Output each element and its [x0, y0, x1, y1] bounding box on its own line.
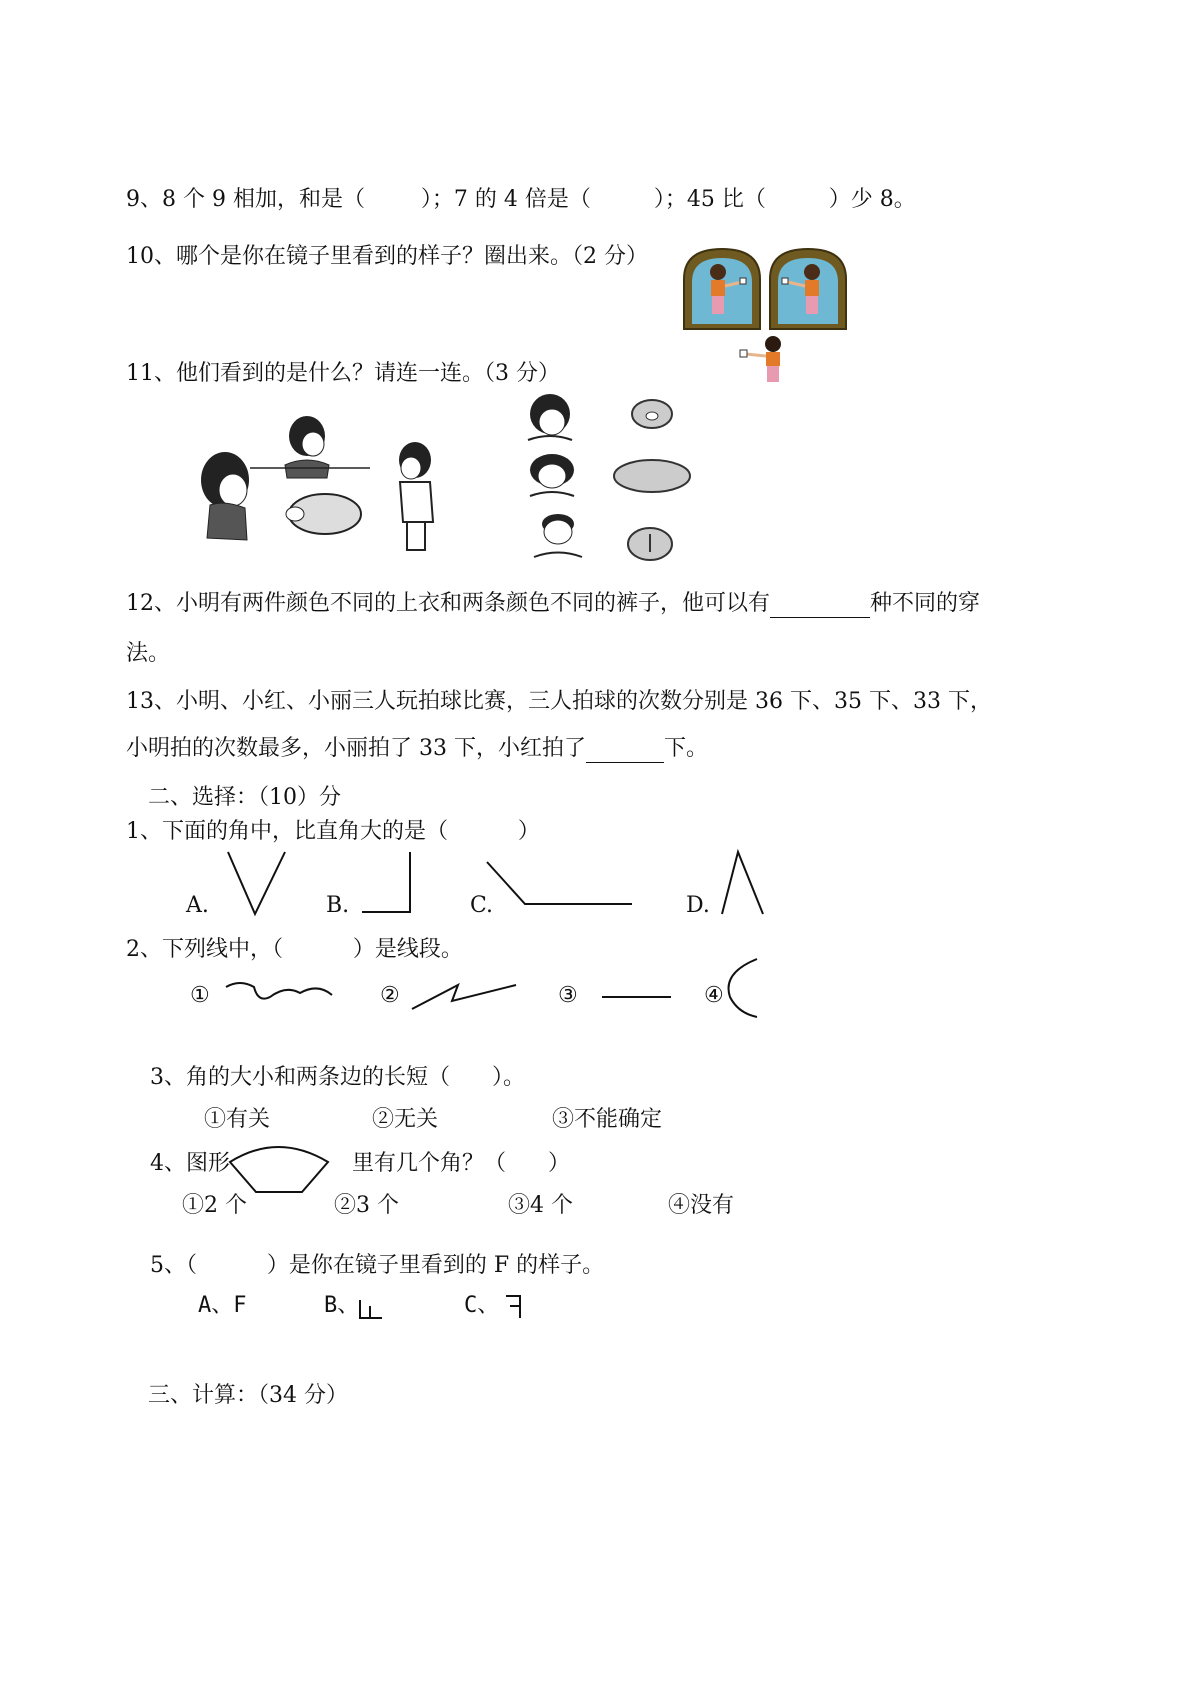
- question-9: 9、8 个 9 相加，和是（ ）；7 的 4 倍是（ ）；45 比（ ）少 8。: [126, 187, 916, 212]
- f-rotated-glyph: [356, 1298, 386, 1322]
- question-10: 10、哪个是你在镜子里看到的样子？圈出来。（2 分）: [126, 244, 648, 269]
- option-4: ④没有: [668, 1193, 735, 1218]
- option-3: ③不能确定: [552, 1107, 663, 1132]
- views-picture: [520, 392, 695, 567]
- question-12-continued: 法。: [126, 641, 171, 666]
- question-11: 11、他们看到的是什么？请连一连。（3 分）: [126, 361, 560, 386]
- answer-blank[interactable]: [586, 740, 664, 763]
- option-c: C、: [464, 1293, 500, 1318]
- choice-question-3: 3、角的大小和两条边的长短（ ）。: [150, 1065, 525, 1090]
- section-2-title: 二、选择：（10）分: [148, 785, 341, 810]
- choice-question-5: 5、（ ）是你在镜子里看到的 F 的样子。: [150, 1253, 605, 1278]
- option-1-label: ①: [190, 983, 210, 1008]
- question-12: 12、小明有两件颜色不同的上衣和两条颜色不同的裤子，他可以有 种不同的穿: [126, 591, 981, 616]
- option-3: ③4 个: [508, 1193, 573, 1218]
- fan-shape: [228, 1140, 332, 1195]
- option-2: ②无关: [372, 1107, 439, 1132]
- answer-blank[interactable]: [770, 595, 870, 618]
- option-b-label: B.: [326, 893, 350, 918]
- option-2-label: ②: [380, 983, 400, 1008]
- choice-question-4-tail: 里有几个角？（ ）: [352, 1151, 570, 1176]
- choice-question-1: 1、下面的角中，比直角大的是（ ）: [126, 819, 540, 844]
- option-3-label: ③: [558, 983, 578, 1008]
- option-a: A、F: [198, 1293, 247, 1318]
- f-mirrored-glyph: [504, 1294, 524, 1320]
- option-a-label: A.: [186, 893, 209, 918]
- question-13-continued: 小明拍的次数最多，小丽拍了 33 下，小红拍了 下。: [126, 736, 708, 761]
- choice-question-2: 2、下列线中，（ ）是线段。: [126, 937, 463, 962]
- option-4-label: ④: [704, 983, 724, 1008]
- children-and-pig-picture: [195, 410, 445, 555]
- choice-question-4: 4、图形: [150, 1151, 230, 1176]
- option-d-label: D.: [686, 893, 710, 918]
- mirror-picture: [678, 244, 858, 389]
- option-c-label: C.: [470, 893, 494, 918]
- angle-shapes: [0, 840, 800, 920]
- option-1: ①有关: [204, 1107, 271, 1132]
- section-3-title: 三、计算：（34 分）: [148, 1383, 348, 1408]
- question-13: 13、小明、小红、小丽三人玩拍球比赛，三人拍球的次数分别是 36 下、35 下、33 下，: [126, 689, 992, 714]
- line-shapes: [0, 955, 800, 1025]
- option-1: ①2 个: [182, 1193, 247, 1218]
- option-b: B、: [324, 1293, 360, 1318]
- option-2: ②3 个: [334, 1193, 399, 1218]
